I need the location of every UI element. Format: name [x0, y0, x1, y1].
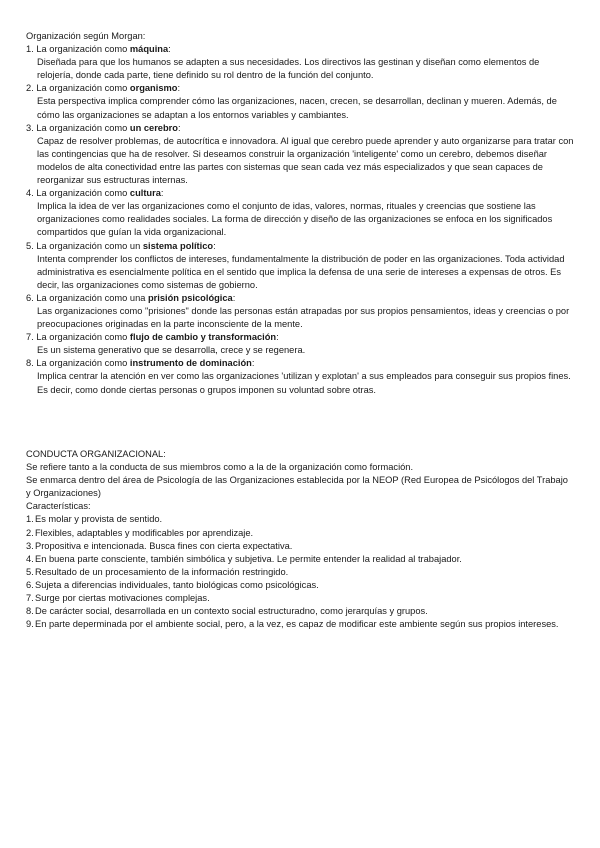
characteristic-item	[26, 618, 574, 631]
morgan-item-prefix: La organización como	[36, 122, 130, 133]
morgan-item-heading	[26, 43, 574, 56]
morgan-item-number: 7.	[26, 332, 34, 343]
morgan-item	[26, 331, 574, 357]
morgan-item-keyword: flujo de cambio y transformación	[129, 332, 277, 343]
morgan-item-description: Implica la idea de ver las organizaciones como el conjunto de idas, valores, normas, rituales y creencias que sostiene las organizaciones como realidades sociales. La forma de dirección y diseño de las organizaciones se enfoca en los significados compartidos que guían la vida organizacional.	[37, 201, 553, 238]
morgan-item-suffix: :	[276, 332, 279, 343]
morgan-item	[26, 240, 574, 292]
characteristic-number: 5.	[26, 566, 34, 577]
characteristics-title: Características:	[26, 501, 91, 512]
characteristic-text: En buena parte consciente, también simbólica y subjetiva. Le permite entender la realidad al trabajador.	[35, 553, 462, 564]
morgan-item-suffix: :	[177, 122, 181, 133]
morgan-item-heading	[26, 82, 574, 95]
morgan-item	[26, 82, 574, 121]
morgan-item-suffix: :	[232, 292, 236, 303]
characteristic-number: 6.	[26, 579, 34, 590]
morgan-item-keyword: máquina	[129, 44, 169, 55]
morgan-item-description: Intenta comprender los conflictos de intereses, fundamentalmente la distribución de poder en las organizaciones. Toda actividad administrativa es esencialmente política en el sentido que implica la defensa de una serie de intereses a expensas de otros. Es decir, las organizaciones como sistemas de gobierno.	[37, 253, 565, 290]
characteristic-text: En parte deperminada por el ambiente social, pero, a la vez, es capaz de modificar este ambiente según sus propios intereses.	[35, 619, 559, 630]
morgan-item-heading	[26, 187, 574, 200]
morgan-item	[26, 122, 574, 187]
characteristic-number: 9.	[26, 619, 34, 630]
morgan-item-description: Es un sistema generativo que se desarrolla, crece y se regenera.	[37, 345, 306, 356]
morgan-item-description: Capaz de resolver problemas, de autocrítica e innovadora. Al igual que cerebro puede aprender y auto organizarse para tratar con las contingencias que ha de resolver. Si deseamos construir la organización 'inteligente' como un cerebro, debemos diseñar modelos de alta conectividad entre las partes con sistemas que sean cada vez más especializados y que sean capaces de reorganizar sus estructuras internas.	[37, 135, 574, 186]
conducta-intro-1: Se refiere tanto a la conducta de sus miembros como a la de la organización como formación.	[26, 462, 414, 473]
morgan-list	[26, 43, 574, 397]
characteristic-item	[26, 592, 574, 605]
morgan-item-prefix: La organización como una	[36, 292, 148, 303]
morgan-item-prefix: La organización como	[36, 83, 130, 94]
morgan-item-keyword: sistema político	[142, 240, 214, 251]
characteristic-number: 8.	[26, 606, 34, 617]
characteristic-item	[26, 579, 574, 592]
characteristic-item	[26, 540, 574, 553]
characteristic-text: Es molar y provista de sentido.	[35, 514, 163, 525]
characteristic-text: Surge por ciertas motivaciones complejas.	[35, 593, 210, 604]
morgan-item	[26, 187, 574, 239]
morgan-item-description: Esta perspectiva implica comprender cómo las organizaciones, nacen, crecen, se desarrollan, declinan y mueren. Además, de cómo las organizaciones se adaptan a los entornos variables y cambiantes.	[37, 96, 557, 120]
characteristic-item	[26, 513, 574, 526]
morgan-item	[26, 357, 574, 396]
characteristic-number: 2.	[26, 527, 34, 538]
morgan-item-number: 2.	[26, 83, 34, 94]
conducta-intro-2: Se enmarca dentro del área de Psicología de las Organizaciones establecida por la NEOP (Red Europea de Psicólogos del Trabajo y Organizaciones)	[26, 475, 568, 499]
morgan-item-heading	[26, 331, 574, 344]
characteristic-number: 1.	[26, 514, 34, 525]
characteristic-item	[26, 553, 574, 566]
morgan-item-suffix: :	[168, 44, 171, 55]
characteristic-number: 7.	[26, 593, 34, 604]
morgan-item	[26, 292, 574, 331]
characteristic-text: Resultado de un procesamiento de la información restringido.	[35, 566, 289, 577]
morgan-item-description: Implica centrar la atención en ver como las organizaciones 'utilizan y explotan' a sus empleados para conseguir sus propios fines. Es decir, como donde ciertas personas o grupos imponen su voluntad sobre otras.	[37, 371, 571, 395]
morgan-item-number: 8.	[26, 358, 34, 369]
morgan-item-number: 5.	[26, 240, 34, 251]
morgan-item-prefix: La organización como	[36, 358, 130, 369]
morgan-item-description: Diseñada para que los humanos se adapten a sus necesidades. Los directivos las gestinan y diseñan como elementos de relojería, donde cada parte, tiene definido su rol dentro de la función del conjunto.	[37, 57, 540, 81]
morgan-item-number: 6.	[26, 292, 34, 303]
characteristic-text: Propositiva e intencionada. Busca fines con cierta expectativa.	[35, 540, 293, 551]
characteristic-text: De carácter social, desarrollada en un contexto social estructuradno, como jerarquías y grupos.	[35, 606, 428, 617]
morgan-item-prefix: La organización como	[36, 332, 130, 343]
characteristics-list	[26, 513, 574, 631]
morgan-item-prefix: La organización como	[36, 188, 130, 199]
conducta-section	[26, 448, 574, 631]
morgan-item	[26, 43, 574, 82]
morgan-item-keyword: prisión psicológica	[148, 292, 233, 303]
characteristic-item	[26, 566, 574, 579]
morgan-item-keyword: un cerebro	[129, 122, 178, 133]
morgan-item-keyword: organismo	[129, 83, 178, 94]
morgan-item-heading	[26, 240, 574, 253]
morgan-item-suffix: :	[213, 240, 216, 251]
characteristic-number: 4.	[26, 553, 34, 564]
characteristic-item	[26, 605, 574, 618]
morgan-item-heading	[26, 292, 574, 305]
morgan-item-keyword: instrumento de dominación	[129, 358, 252, 369]
morgan-item-suffix: :	[251, 358, 255, 369]
characteristic-text: Sujeta a diferencias individuales, tanto biológicas como psicológicas.	[35, 579, 319, 590]
morgan-item-suffix: :	[160, 188, 164, 199]
morgan-section	[26, 30, 574, 397]
characteristic-text: Flexibles, adaptables y modificables por aprendizaje.	[35, 527, 254, 538]
conducta-title: CONDUCTA ORGANIZACIONAL:	[26, 449, 166, 459]
morgan-item-number: 1.	[26, 44, 34, 55]
characteristic-number: 3.	[26, 540, 34, 551]
morgan-item-number: 4.	[26, 188, 34, 199]
morgan-item-keyword: cultura	[129, 188, 161, 199]
morgan-item-description: Las organizaciones como "prisiones" donde las personas están atrapadas por sus propios pensamientos, ideas y creencias o por preocupaciones originadas en la parte inconsciente de la mente.	[37, 305, 570, 330]
morgan-item-suffix: :	[177, 83, 181, 94]
morgan-item-prefix: La organización como un	[36, 240, 143, 251]
morgan-item-number: 3.	[26, 122, 34, 133]
morgan-item-prefix: La organización como	[36, 44, 130, 55]
morgan-item-heading	[26, 122, 574, 135]
morgan-title: Organización según Morgan:	[26, 31, 146, 41]
characteristic-item	[26, 527, 574, 540]
morgan-item-heading	[26, 357, 574, 370]
